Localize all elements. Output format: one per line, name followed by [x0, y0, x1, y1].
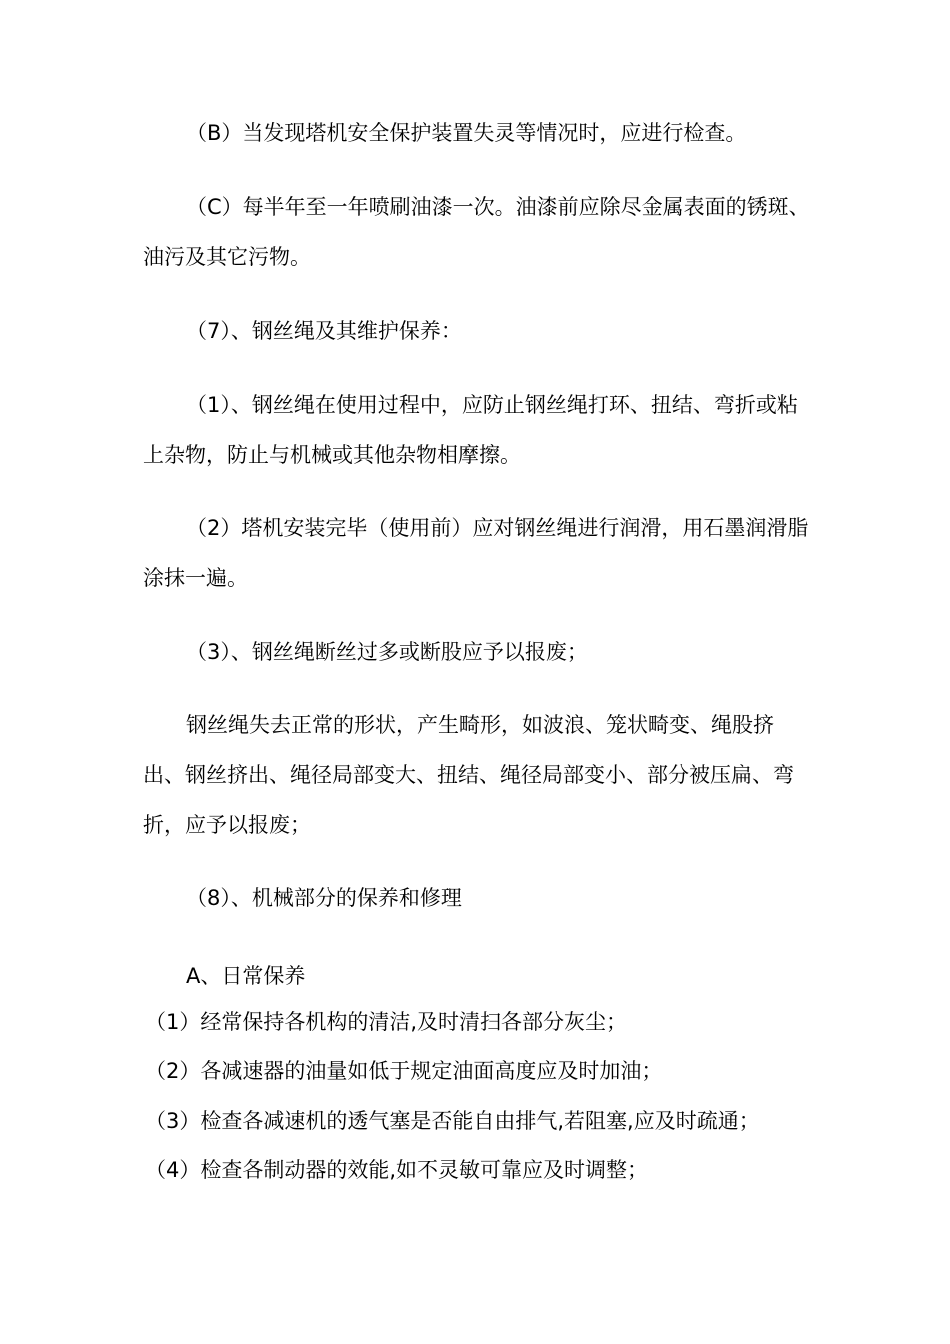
daily-maintenance-item-3: （3）检查各减速机的透气塞是否能自由排气,若阻塞,应及时疏通；	[145, 1109, 760, 1133]
paragraph-b-safety-check: （B）当发现塔机安全保护装置失灵等情况时，应进行检查。	[186, 121, 747, 145]
section-8-heading: （8）、机械部分的保养和修理	[186, 886, 462, 910]
daily-maintenance-item-4: （4）检查各制动器的效能,如不灵敏可靠应及时调整；	[145, 1158, 649, 1182]
paragraph-7-1-usage: （1）、钢丝绳在使用过程中，应防止钢丝绳打环、扭结、弯折或粘上杂物，防止与机械或其他杂物相摩擦。	[143, 393, 798, 467]
daily-maintenance-item-2: （2）各减速器的油量如低于规定油面高度应及时加油；	[145, 1059, 663, 1083]
paragraph-7-3-scrap: （3）、钢丝绳断丝过多或断股应予以报废；	[186, 640, 588, 664]
section-7-heading: （7）、钢丝绳及其维护保养：	[186, 319, 462, 343]
paragraph-deformation-scrap: 钢丝绳失去正常的形状，产生畸形，如波浪、笼状畸变、绳股挤出、钢丝挤出、绳径局部变大、扭结、绳径局部变小、部分被压扁、弯折，应予以报废；	[143, 713, 794, 837]
paragraph-7-2-lubrication: （2）塔机安装完毕（使用前）应对钢丝绳进行润滑，用石墨润滑脂涂抹一遍。	[143, 516, 809, 590]
paragraph-c-painting: （C）每半年至一年喷刷油漆一次。油漆前应除尽金属表面的锈斑、油污及其它污物。	[143, 195, 810, 269]
daily-maintenance-item-1: （1）经常保持各机构的清洁,及时清扫各部分灰尘；	[145, 1010, 628, 1034]
daily-maintenance-heading: A、日常保养	[186, 964, 306, 988]
